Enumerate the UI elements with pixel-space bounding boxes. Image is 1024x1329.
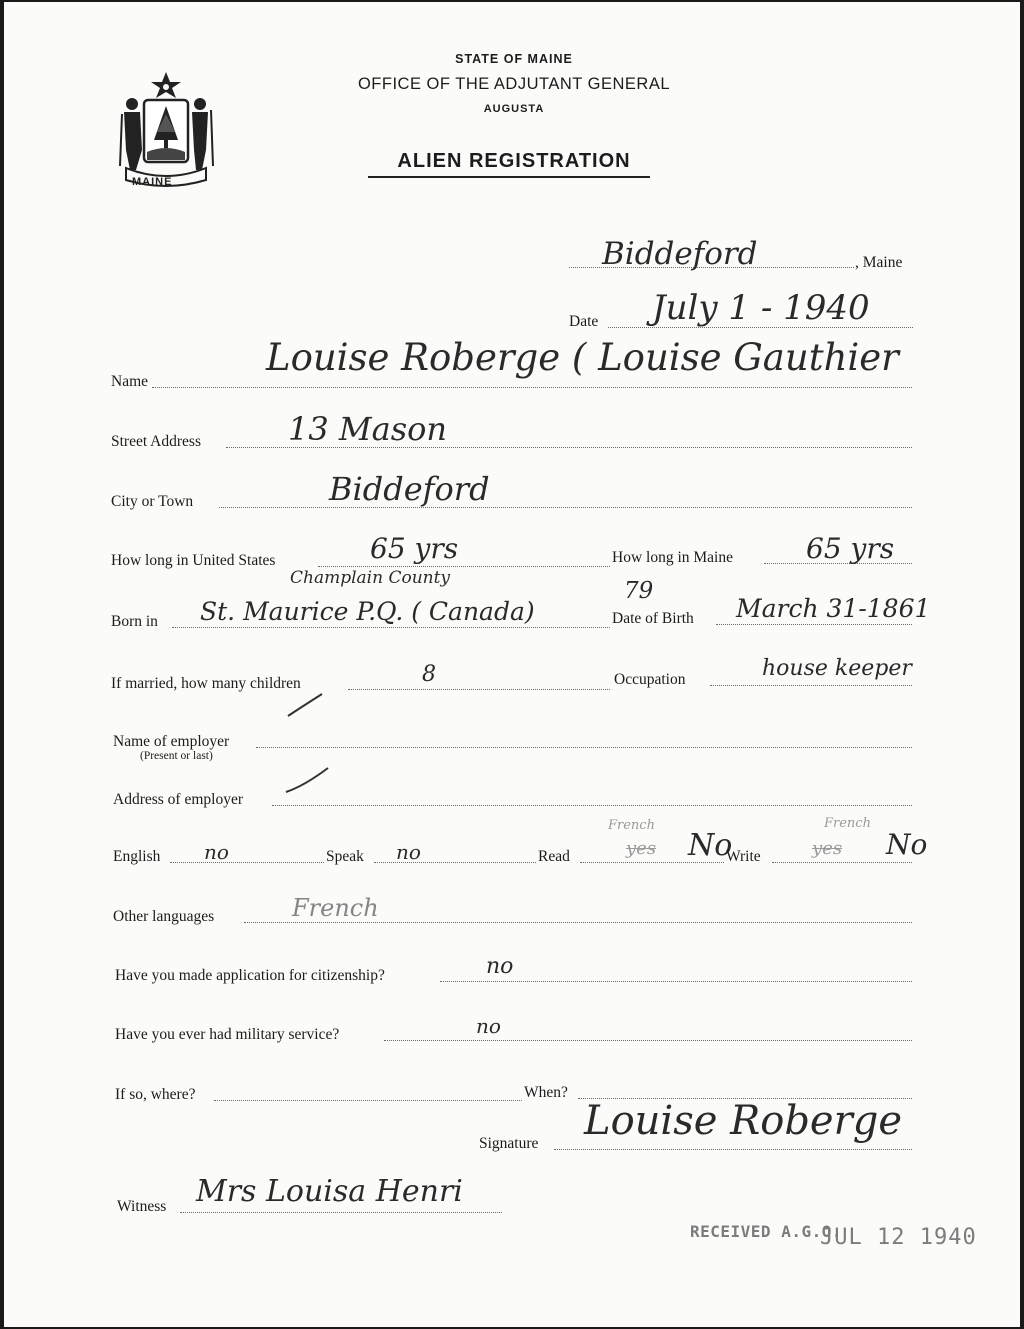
name-value: Louise Roberge ( Louise Gauthier bbox=[266, 336, 899, 379]
other-languages-value: French bbox=[292, 894, 379, 922]
office-heading: OFFICE OF THE ADJUTANT GENERAL bbox=[357, 75, 671, 93]
signature-label: Signature bbox=[479, 1135, 539, 1152]
city-value: Biddeford bbox=[329, 470, 490, 508]
title-underline bbox=[368, 176, 650, 178]
english-value: no bbox=[204, 840, 229, 864]
speak-value: no bbox=[396, 840, 421, 864]
age-value: 79 bbox=[624, 578, 654, 604]
occupation-value: house keeper bbox=[762, 656, 912, 681]
when-label: When? bbox=[524, 1084, 568, 1101]
employer-sublabel: (Present or last) bbox=[140, 750, 213, 762]
dob-value: March 31-1861 bbox=[736, 594, 931, 623]
seal-motto: MAINE bbox=[132, 176, 173, 188]
form-title: ALIEN REGISTRATION bbox=[397, 150, 631, 172]
read-faint-value: yes bbox=[626, 838, 657, 859]
state-heading: STATE OF MAINE bbox=[455, 52, 573, 66]
city-heading: AUGUSTA bbox=[483, 103, 545, 115]
us-duration-value: 65 yrs bbox=[370, 532, 459, 565]
military-label: Have you ever had military service? bbox=[115, 1026, 340, 1043]
born-label: Born in bbox=[111, 613, 158, 630]
witness-value: Mrs Louisa Henri bbox=[196, 1174, 463, 1209]
born-value: St. Maurice P.Q. ( Canada) bbox=[200, 597, 535, 626]
other-languages-label: Other languages bbox=[113, 908, 215, 925]
english-label: English bbox=[113, 848, 161, 865]
citizenship-value: no bbox=[486, 954, 514, 979]
witness-label: Witness bbox=[117, 1198, 167, 1215]
street-label: Street Address bbox=[111, 433, 201, 450]
employer-label: Name of employer bbox=[113, 733, 230, 750]
speak-label: Speak bbox=[326, 848, 364, 865]
received-stamp: RECEIVED A.G.O. bbox=[690, 1222, 842, 1241]
children-value: 8 bbox=[422, 662, 436, 687]
date-label: Date bbox=[569, 313, 599, 330]
signature-value: Louise Roberge bbox=[584, 1098, 902, 1144]
maine-duration-value: 65 yrs bbox=[806, 532, 895, 565]
where-label: If so, where? bbox=[115, 1086, 196, 1103]
street-value: 13 Mason bbox=[288, 410, 448, 448]
write-label: Write bbox=[726, 848, 761, 865]
citizenship-label: Have you made application for citizenship? bbox=[115, 967, 385, 984]
maine-state-seal-icon bbox=[114, 70, 218, 190]
dob-label: Date of Birth bbox=[612, 610, 694, 627]
read-note-value: French bbox=[608, 818, 655, 833]
date-value: July 1 - 1940 bbox=[652, 288, 870, 328]
write-faint-value: yes bbox=[812, 838, 843, 859]
city-label: City or Town bbox=[111, 493, 194, 510]
employer-address-label: Address of employer bbox=[113, 791, 243, 808]
children-label: If married, how many children bbox=[111, 675, 301, 692]
check-mark-icon bbox=[286, 692, 326, 720]
read-label: Read bbox=[538, 848, 570, 865]
occupation-label: Occupation bbox=[614, 671, 686, 688]
check-mark-icon bbox=[284, 766, 332, 796]
maine-duration-label: How long in Maine bbox=[612, 549, 733, 566]
military-value: no bbox=[476, 1014, 501, 1038]
us-duration-label: How long in United States bbox=[111, 552, 276, 569]
town-value: Biddeford bbox=[602, 236, 758, 272]
write-note-value: French bbox=[824, 816, 871, 831]
name-label: Name bbox=[111, 373, 149, 390]
maine-suffix: , Maine bbox=[855, 254, 903, 271]
alien-registration-form bbox=[4, 2, 1020, 1327]
read-value: No bbox=[688, 828, 733, 863]
write-value: No bbox=[886, 828, 928, 861]
born-note-value: Champlain County bbox=[290, 568, 451, 588]
received-stamp-date: JUL 12 1940 bbox=[820, 1225, 977, 1250]
